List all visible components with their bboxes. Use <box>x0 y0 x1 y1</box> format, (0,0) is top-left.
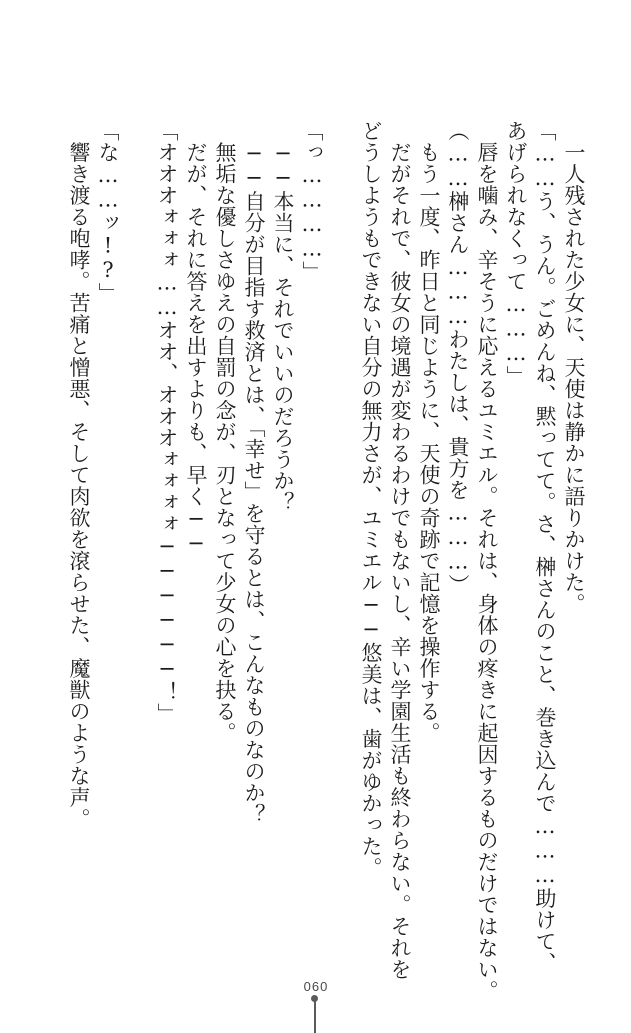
text-line-9: 「っ…………」 <box>300 120 324 283</box>
text-line-5: （……榊さん………わたしは、貴方を………） <box>446 120 470 596</box>
text-line-16: 響き渡る咆哮。苦痛と憎悪、そして肉欲を滾らせた、魔獣のような声。 <box>67 120 91 830</box>
text-line-11: ──自分が目指す救済とは、「幸せ」を守るとは、こんなものなのか？ <box>242 120 266 825</box>
text-line-14: 「オオオォォォ……オオ、オオオォォォォ──────！」 <box>155 120 179 725</box>
text-line-15: 「な……ッ!?」 <box>96 120 120 304</box>
text-line-7: だがそれで、彼女の境遇が変わるわけでもないし、辛い学園生活も終わらない。それを <box>388 120 412 980</box>
text-line-6: もう一度、昨日と同じように、天使の奇跡で記憶を操作する。 <box>417 120 441 744</box>
text-line-8: どうしようもできない自分の無力さが、ユミエル──悠美は、歯がゆかった。 <box>359 120 383 879</box>
text-line-1: 一人残された少女に、天使は静かに語りかけた。 <box>562 120 586 615</box>
text-line-4: 唇を噛み、辛そうに応えるユミエル。それは、身体の疼きに起因するものだけではない。 <box>475 120 499 1002</box>
page-number: 060 <box>303 979 329 994</box>
page-marker-line <box>314 1000 316 1033</box>
text-line-2: 「……う、うん。ごめんね、黙ってて。さ、榊さんのこと、巻き込んで………助けて、 <box>533 120 557 974</box>
text-line-13: だが、それに答えを出すよりも、早く── <box>184 120 208 556</box>
text-line-3: あげられなくって………」 <box>504 120 528 387</box>
text-line-10: ──本当に、それでいいのだろうか？ <box>271 120 295 513</box>
text-line-12: 無垢な優しさゆえの自罰の念が、刃となって少女の心を抉る。 <box>213 120 237 744</box>
